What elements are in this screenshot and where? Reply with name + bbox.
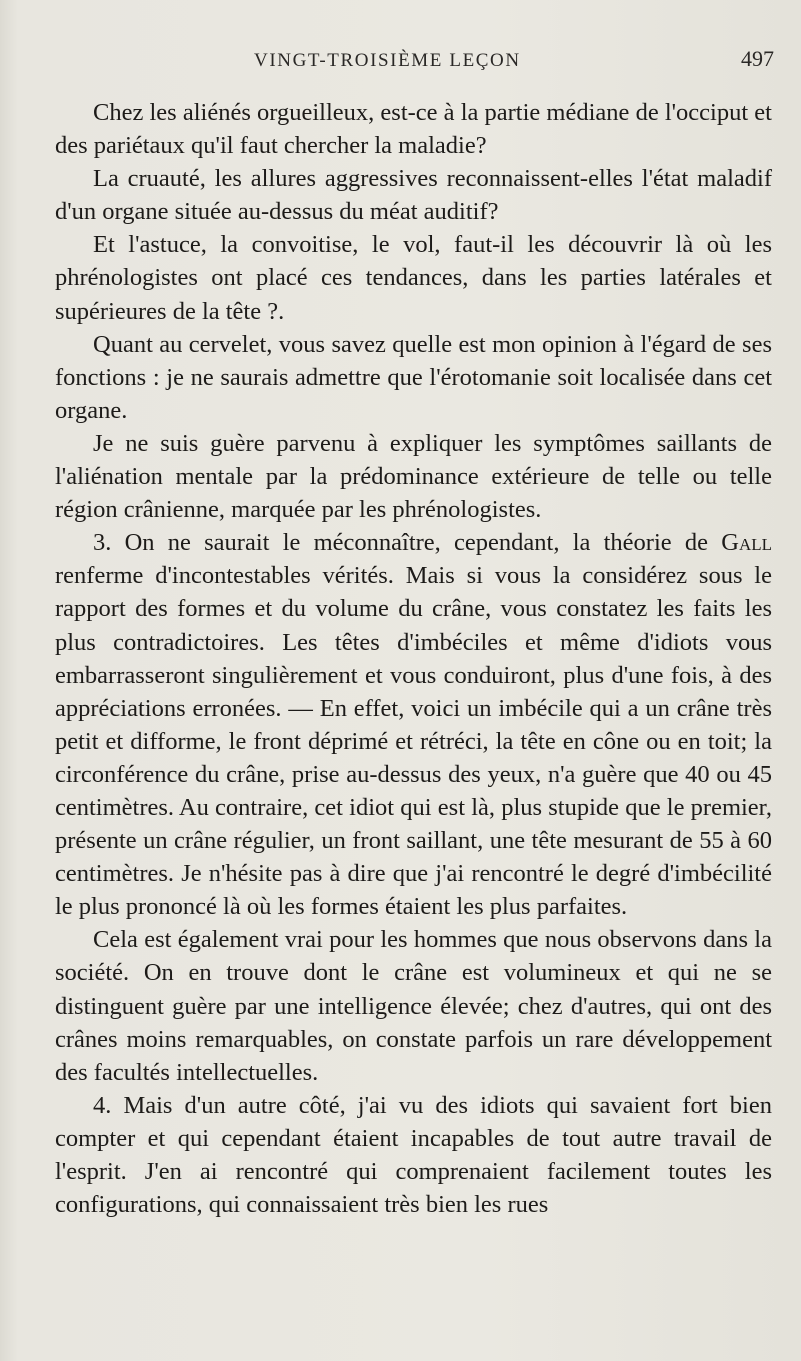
paragraph: Cela est également vrai pour les hommes que nous observons dans la société. On en trouve dont le crâne est volumineux et qui ne se distinguent guère par une intelligence élevée; chez d'autres, qui ont des crânes moins remarquables, on constate parfois un rare développement des facultés intellectuelles.	[55, 926, 772, 1086]
author-name: Gall	[721, 529, 772, 557]
paragraph: 4. Mais d'un autre côté, j'ai vu des idiots qui savaient fort bien compter et qui cependant étaient incapables de tout autre travail de l'esprit. J'en ai rencontré qui comprenaient facilement toutes les configurations, qui connaissaient très bien les rues	[55, 1091, 772, 1219]
page-number: 497	[741, 46, 774, 71]
running-head: VINGT-TROISIÈME LEÇON	[254, 50, 521, 71]
paragraph-text: renferme d'incontestables vérités. Mais si vous la considérez sous le rapport des formes et du volume du crâne, vous constatez les faits les plus contradictoires. Les têtes d'imbéciles et même d'idiots vous embarrasseront singulièrement et vous conduiront, plus d'une fois, à des appréciations erronées. — En effet, voici un imbécile qui a un crâne très petit et difforme, le front déprimé et rétréci, la tête en cône ou en toit; la circonférence du crâne, prise au-dessus des yeux, n'a guère que 40 ou 45 centimètres. Au contraire, cet idiot qui est là, plus stupide que le premier, présente un crâne régulier, un front saillant, une tête mesurant de 55 à 60 centimètres. Je n'hésite pas à dire que j'ai rencontré le degré d'imbécilité le plus prononcé là où les formes étaient les plus parfaites.	[55, 562, 772, 921]
page-header	[254, 46, 774, 86]
paragraph: Chez les aliénés orgueilleux, est-ce à la partie médiane de l'occiput et des pariétaux qu'il faut chercher la maladie?	[55, 99, 772, 160]
paragraph-text: 3. On ne saurait le méconnaître, cependant, la théorie de	[93, 529, 722, 557]
paragraph: Quant au cervelet, vous savez quelle est mon opinion à l'égard de ses fonctions : je ne saurais admettre que l'érotomanie soit localisée dans cet organe.	[55, 330, 772, 424]
paragraph: Et l'astuce, la convoitise, le vol, faut-il les découvrir là où les phrénologistes ont placé ces tendances, dans les parties latérales et supérieures de la tête ?.	[55, 231, 772, 325]
body-text	[55, 96, 772, 1221]
paragraph: Je ne suis guère parvenu à expliquer les symptômes saillants de l'aliénation mentale par la prédominance extérieure de telle ou telle région crânienne, marquée par les phrénologistes.	[55, 429, 772, 524]
paragraph	[55, 526, 772, 923]
paragraph: La cruauté, les allures aggressives reconnaissent-elles l'état maladif d'un organe située au-dessus du méat auditif?	[55, 165, 772, 226]
